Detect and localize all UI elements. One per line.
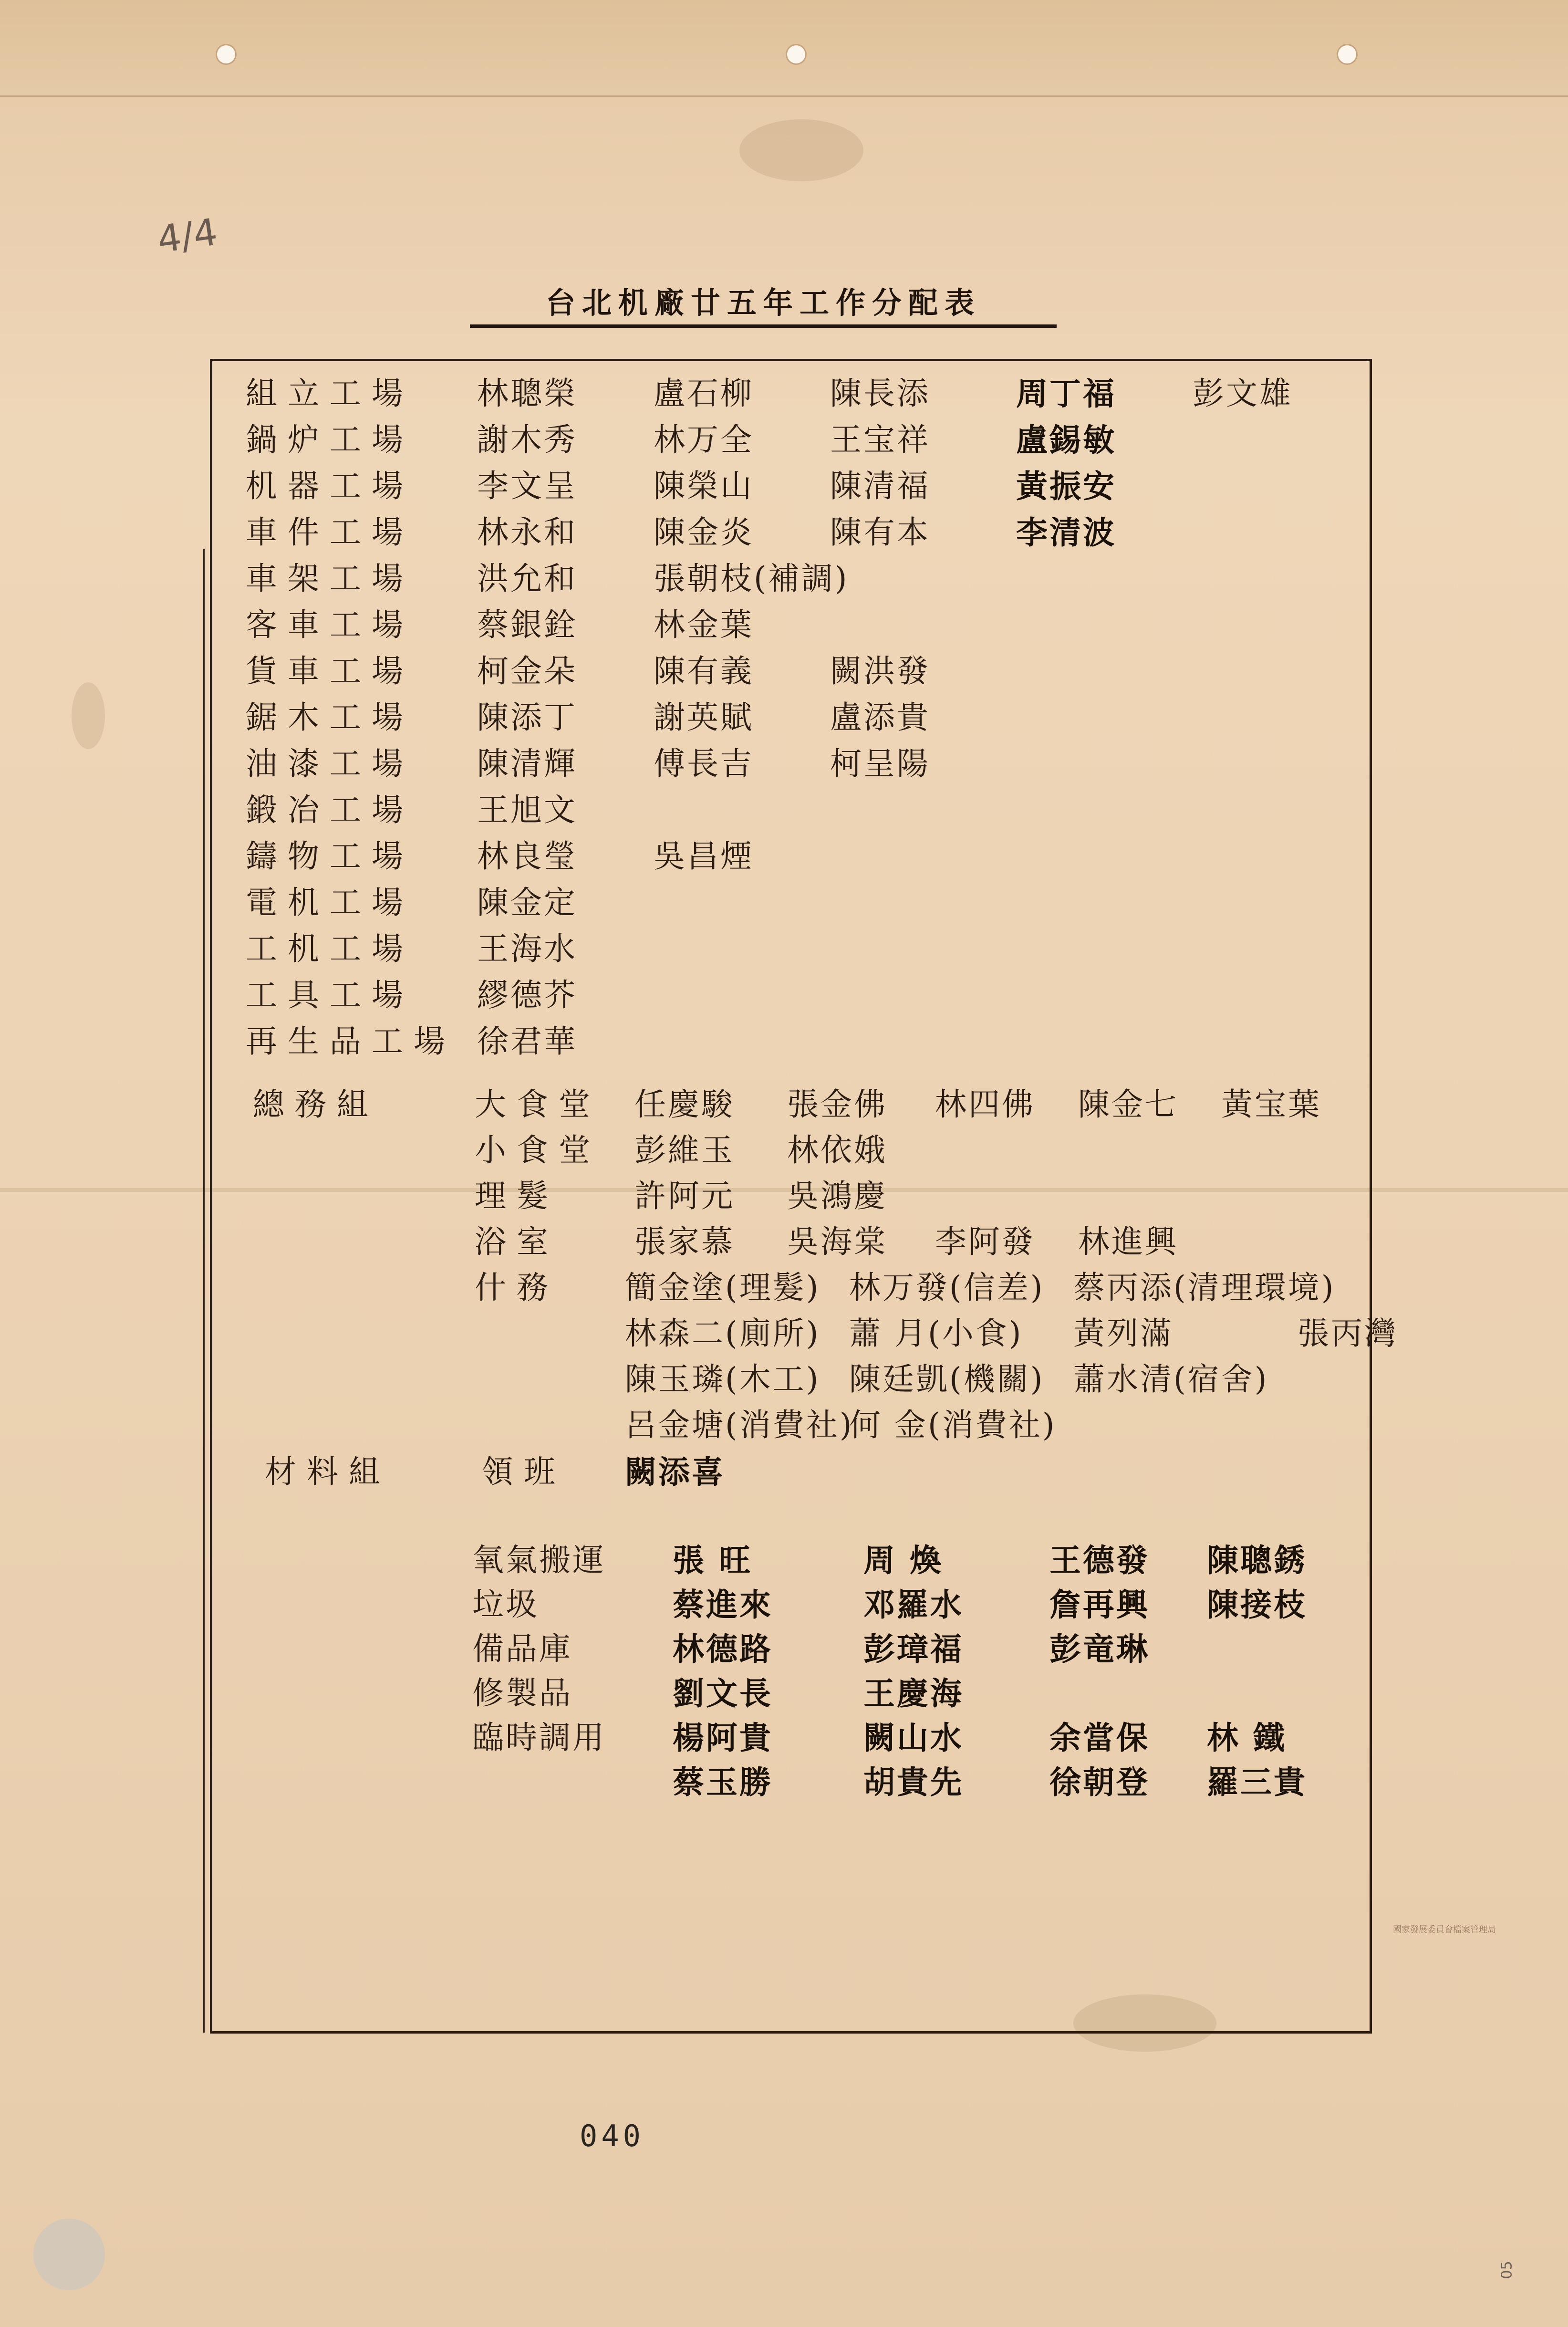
staff-name: 王慶海 bbox=[863, 1675, 964, 1712]
staff-name: 蔡進來 bbox=[673, 1586, 773, 1623]
staff-name: 簡金塗(理髮) bbox=[625, 1269, 820, 1306]
group-name: 材料組 bbox=[265, 1453, 391, 1490]
staff-name: 盧添貴 bbox=[830, 699, 930, 736]
staff-name: 邓羅水 bbox=[863, 1586, 964, 1623]
staff-name: 陳聰銹 bbox=[1207, 1542, 1307, 1579]
sub-unit-name: 什務 bbox=[475, 1269, 559, 1306]
staff-name: 柯呈陽 bbox=[830, 745, 930, 782]
staff-name: 詹再興 bbox=[1049, 1586, 1150, 1623]
staff-name: 林金葉 bbox=[654, 606, 754, 643]
sub-unit-name: 備品庫 bbox=[472, 1630, 572, 1667]
workshop-name: 工机工場 bbox=[246, 930, 414, 967]
staff-name: 林進興 bbox=[1078, 1223, 1178, 1260]
staff-name: 黃宝葉 bbox=[1221, 1086, 1321, 1123]
staff-name: 林森二(廁所) bbox=[625, 1315, 820, 1352]
workshop-name: 鋸木工場 bbox=[246, 699, 414, 736]
margin-note: 4/4 bbox=[155, 210, 220, 262]
stain bbox=[72, 682, 105, 749]
staff-name: 彭璋福 bbox=[863, 1630, 964, 1668]
staff-name: 李阿發 bbox=[935, 1223, 1035, 1260]
staff-name: 李清波 bbox=[1016, 514, 1116, 551]
sub-unit-name: 臨時調用 bbox=[472, 1719, 606, 1756]
staff-name: 張朝枝(補調) bbox=[654, 560, 849, 597]
staff-name: 楊阿貴 bbox=[673, 1719, 773, 1756]
staff-name: 王海水 bbox=[477, 930, 577, 967]
staff-name: 徐君華 bbox=[477, 1023, 577, 1060]
workshop-name: 再生品工場 bbox=[246, 1023, 456, 1060]
staff-name: 林万全 bbox=[654, 421, 754, 458]
archive-seal bbox=[33, 2219, 105, 2290]
staff-name: 陳金定 bbox=[477, 884, 577, 921]
workshop-name: 工具工場 bbox=[246, 977, 414, 1013]
staff-name: 張丙灣 bbox=[1298, 1315, 1398, 1352]
staff-name: 林永和 bbox=[477, 514, 577, 551]
staff-name: 蕭水清(宿舍) bbox=[1073, 1361, 1269, 1398]
staff-name: 陳接枝 bbox=[1207, 1586, 1307, 1623]
staff-name: 劉文長 bbox=[673, 1675, 773, 1712]
staff-name: 陳有本 bbox=[830, 514, 930, 551]
staff-name: 盧石柳 bbox=[654, 375, 754, 412]
sub-unit-name: 垃圾 bbox=[472, 1586, 539, 1623]
staff-name: 林良瑩 bbox=[477, 838, 577, 875]
staff-name: 吳鴻慶 bbox=[787, 1178, 887, 1214]
staff-name: 盧錫敏 bbox=[1016, 421, 1116, 459]
workshop-name: 電机工場 bbox=[246, 884, 414, 921]
staff-name: 陳榮山 bbox=[654, 468, 754, 504]
workshop-name: 鍛冶工場 bbox=[246, 792, 414, 828]
workshop-name: 油漆工場 bbox=[246, 745, 414, 782]
staff-name: 黃列滿 bbox=[1073, 1315, 1173, 1352]
workshop-name: 机器工場 bbox=[246, 468, 414, 504]
workshop-name: 鑄物工場 bbox=[246, 838, 414, 875]
staff-name: 彭文雄 bbox=[1193, 375, 1293, 412]
workshop-name: 客車工場 bbox=[246, 606, 414, 643]
staff-name: 羅三貴 bbox=[1207, 1764, 1307, 1801]
workshop-name: 鍋炉工場 bbox=[246, 421, 414, 458]
archive-mark: 05 bbox=[1498, 2261, 1516, 2279]
staff-name: 林德路 bbox=[673, 1630, 773, 1668]
staff-name: 吳昌煙 bbox=[654, 838, 754, 875]
staff-name: 彭維玉 bbox=[634, 1132, 735, 1169]
sub-unit-name: 小食堂 bbox=[475, 1132, 601, 1169]
punch-hole bbox=[1338, 45, 1356, 63]
staff-name: 陳有義 bbox=[654, 653, 754, 689]
table-inner-line bbox=[203, 549, 205, 2033]
page-number: 040 bbox=[580, 2118, 644, 2153]
staff-name: 林依娥 bbox=[787, 1132, 887, 1169]
staff-name: 胡貴先 bbox=[863, 1764, 964, 1801]
staff-name: 陳廷凱(機關) bbox=[849, 1361, 1045, 1398]
staff-name: 繆德芥 bbox=[477, 977, 577, 1013]
staff-name: 陳清輝 bbox=[477, 745, 577, 782]
staff-name: 何 金(消費社) bbox=[849, 1407, 1057, 1443]
staff-name: 蕭 月(小食) bbox=[849, 1315, 1023, 1352]
staff-name: 陳長添 bbox=[830, 375, 930, 412]
staff-name: 陳添丁 bbox=[477, 699, 577, 736]
stain bbox=[739, 119, 863, 181]
punch-hole bbox=[787, 45, 805, 63]
staff-name: 王宝祥 bbox=[830, 421, 930, 458]
sub-unit-name: 大食堂 bbox=[475, 1086, 601, 1123]
staff-name: 林万發(信差) bbox=[849, 1269, 1045, 1306]
staff-name: 王旭文 bbox=[477, 792, 577, 828]
sub-unit-name: 修製品 bbox=[472, 1675, 572, 1711]
staff-name: 余當保 bbox=[1049, 1719, 1150, 1756]
staff-name: 吳海棠 bbox=[787, 1223, 887, 1260]
staff-name: 黃振安 bbox=[1016, 468, 1116, 505]
staff-name: 任慶駿 bbox=[634, 1086, 735, 1123]
sub-unit-name: 理髮 bbox=[475, 1178, 559, 1214]
group-name: 總務組 bbox=[253, 1086, 379, 1123]
staff-name: 蔡丙添(清理環境) bbox=[1073, 1269, 1336, 1306]
workshop-name: 組立工場 bbox=[246, 375, 414, 412]
staff-name: 張金佛 bbox=[787, 1086, 887, 1123]
staff-name: 陳玉璘(木工) bbox=[625, 1361, 820, 1398]
staff-name: 洪允和 bbox=[477, 560, 577, 597]
staff-name: 陳清福 bbox=[830, 468, 930, 504]
staff-name: 李文呈 bbox=[477, 468, 577, 504]
staff-name: 陳金七 bbox=[1078, 1086, 1178, 1123]
staff-name: 林 鐵 bbox=[1207, 1719, 1287, 1756]
staff-name: 張家慕 bbox=[634, 1223, 735, 1260]
document-title: 台北机廠廿五年工作分配表 bbox=[470, 279, 1057, 328]
workshop-name: 貨車工場 bbox=[246, 653, 414, 689]
staff-name: 周丁福 bbox=[1016, 375, 1116, 412]
leader-title: 領班 bbox=[482, 1453, 566, 1490]
staff-name: 呂金塘(消費社) bbox=[625, 1407, 854, 1443]
workshop-name: 車架工場 bbox=[246, 560, 414, 597]
archive-stamp: 國家發展委員會檔案管理局 bbox=[1393, 1925, 1496, 1935]
staff-name: 徐朝登 bbox=[1049, 1764, 1150, 1801]
staff-name: 陳金炎 bbox=[654, 514, 754, 551]
sub-unit-name: 氧氣搬運 bbox=[472, 1542, 606, 1578]
binding-strip bbox=[0, 0, 1568, 97]
staff-name: 林聰榮 bbox=[477, 375, 577, 412]
staff-name: 張 旺 bbox=[673, 1542, 752, 1579]
staff-name: 闕山水 bbox=[863, 1719, 964, 1756]
staff-name: 謝英賦 bbox=[654, 699, 754, 736]
sub-unit-name: 浴室 bbox=[475, 1223, 559, 1260]
staff-name: 謝木秀 bbox=[477, 421, 577, 458]
workshop-name: 車件工場 bbox=[246, 514, 414, 551]
staff-name: 柯金朵 bbox=[477, 653, 577, 689]
staff-name: 闕洪發 bbox=[830, 653, 930, 689]
leader-name: 闕添喜 bbox=[625, 1453, 725, 1491]
staff-name: 林四佛 bbox=[935, 1086, 1035, 1123]
staff-name: 周 煥 bbox=[863, 1542, 943, 1579]
staff-name: 蔡銀銓 bbox=[477, 606, 577, 643]
punch-hole bbox=[217, 45, 235, 63]
staff-name: 彭竜琳 bbox=[1049, 1630, 1150, 1668]
staff-name: 蔡玉勝 bbox=[673, 1764, 773, 1801]
staff-name: 王德發 bbox=[1049, 1542, 1150, 1579]
staff-name: 傅長吉 bbox=[654, 745, 754, 782]
staff-name: 許阿元 bbox=[634, 1178, 735, 1214]
